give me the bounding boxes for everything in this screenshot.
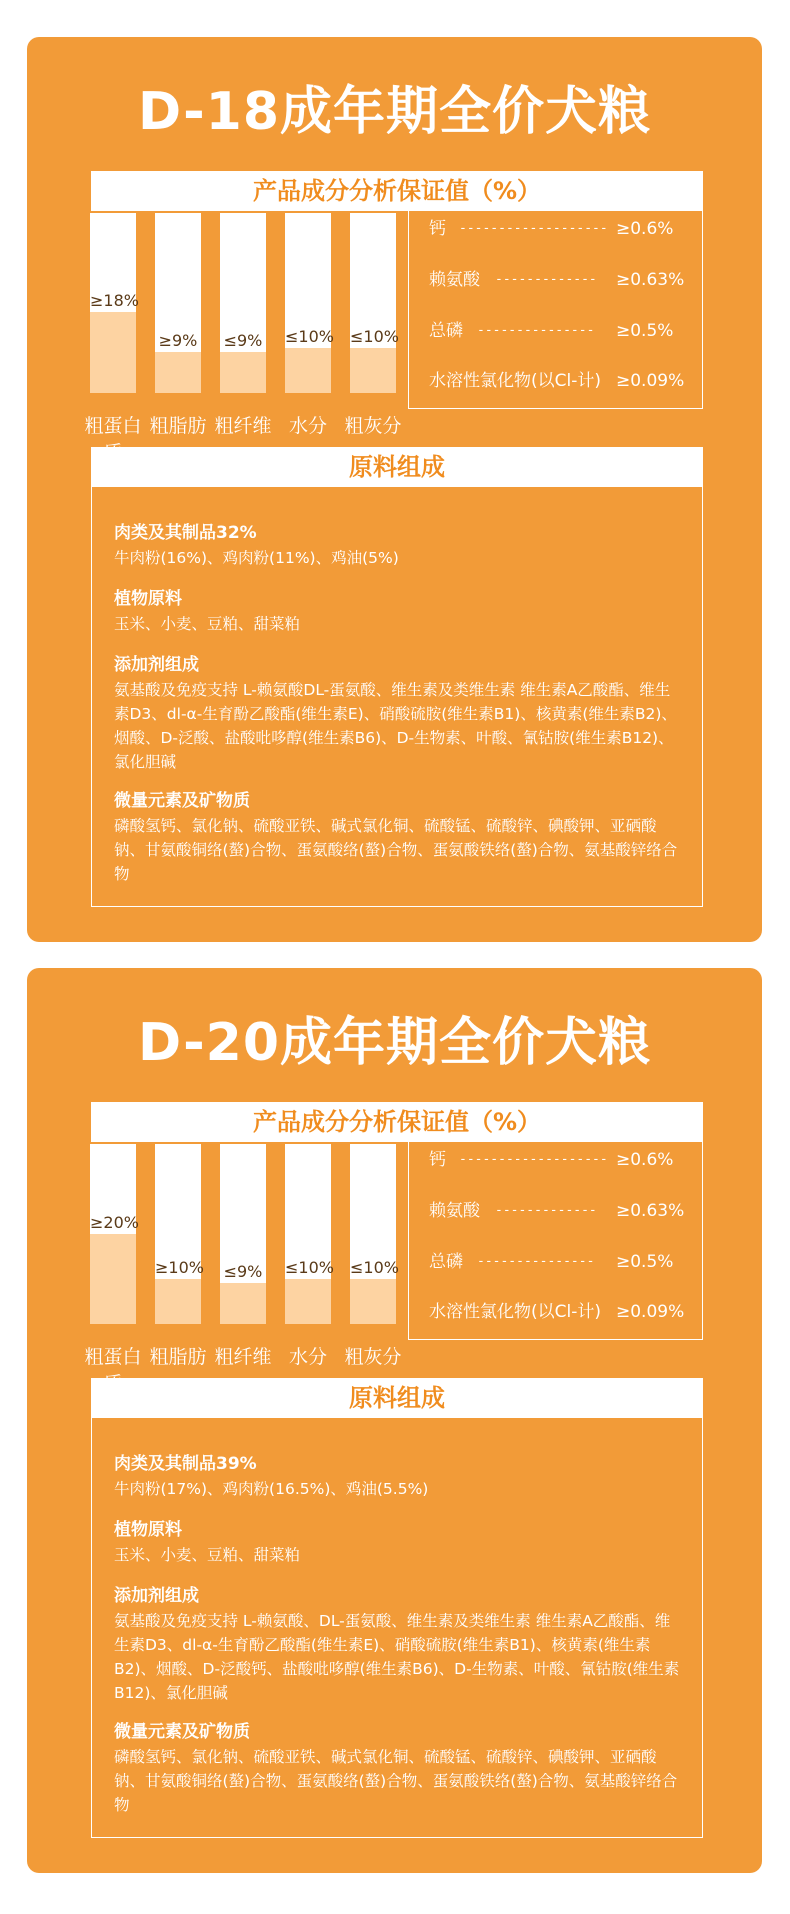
- bar-category-label: 粗脂肪: [149, 415, 207, 437]
- bar-fill: [90, 312, 136, 393]
- bar-crude-protein: [90, 1144, 139, 1324]
- guarantee-value: ≥0.5%: [616, 321, 674, 341]
- bar-crude-fiber: [220, 213, 266, 393]
- bar-value-label: ≥10%: [155, 1258, 204, 1277]
- bar-value-label: ≤9%: [223, 1262, 263, 1281]
- bar-value-label: ≤9%: [223, 331, 263, 350]
- guarantee-box: [408, 203, 703, 409]
- section-title: 植物原料: [114, 1520, 182, 1540]
- bar-fill: [220, 352, 266, 393]
- bar-fill: [285, 348, 331, 393]
- analysis-header: 产品成分分析保证值（%）: [91, 1102, 703, 1142]
- section-title: 肉类及其制品32%: [114, 523, 257, 543]
- guarantee-value: ≥0.63%: [616, 1201, 685, 1221]
- bar-category-label: 粗脂肪: [149, 1346, 207, 1368]
- guarantee-value: ≥0.63%: [616, 270, 685, 290]
- section-text: 玉米、小麦、豆粕、甜菜粕: [114, 1546, 301, 1564]
- guarantee-name: 总磷: [429, 1252, 463, 1272]
- guarantee-name: 总磷: [429, 321, 463, 341]
- guarantee-dashes: -------------------: [459, 1152, 608, 1167]
- guarantee-name: 赖氨酸: [429, 270, 480, 290]
- bar-category-label: 粗纤维: [214, 415, 272, 437]
- bar-category-label: 水分: [288, 415, 327, 437]
- raw-material-header: 原料组成: [91, 1378, 703, 1418]
- guarantee-row: [429, 1299, 702, 1325]
- bar-value-label: ≥18%: [90, 291, 139, 310]
- bar-fill: [155, 352, 201, 393]
- bar-category-label: 粗蛋白: [84, 415, 142, 437]
- guarantee-name: 钙: [429, 1150, 446, 1170]
- guarantee-row: [429, 1198, 702, 1224]
- bar-category-label: 水分: [288, 1346, 327, 1368]
- section-title: 微量元素及矿物质: [114, 1722, 250, 1742]
- bar-value-label: ≤10%: [350, 327, 399, 346]
- bar-fill: [220, 1283, 266, 1324]
- bar-category-label: 粗蛋白: [84, 1346, 142, 1368]
- guarantee-name: 钙: [429, 219, 446, 239]
- raw-material-box: [91, 1378, 703, 1838]
- guarantee-name: 水溶性氯化物(以Cl-计): [429, 1302, 601, 1322]
- bar-value-label: ≥9%: [158, 331, 198, 350]
- bar-fill: [350, 348, 396, 393]
- product-title: D-20成年期全价犬粮: [137, 1013, 652, 1073]
- section-text: 玉米、小麦、豆粕、甜菜粕: [114, 615, 301, 633]
- guarantee-row: [429, 368, 702, 394]
- guarantee-row: [429, 318, 702, 344]
- bar-fill: [285, 1279, 331, 1324]
- guarantee-dashes: -------------: [495, 1203, 597, 1218]
- guarantee-value: ≥0.09%: [616, 371, 685, 391]
- guarantee-name: 水溶性氯化物(以Cl-计): [429, 371, 601, 391]
- bar-category-label: 粗纤维: [214, 1346, 272, 1368]
- guarantee-box: [408, 1134, 703, 1340]
- bar-crude-ash: [350, 1144, 399, 1324]
- guarantee-value: ≥0.09%: [616, 1302, 685, 1322]
- section-text: 磷酸氢钙、氯化钠、硫酸亚铁、碱式氯化铜、硫酸锰、硫酸锌、碘酸钾、亚硒酸钠、甘氨酸铜络(螯)合物、蛋氨酸络(螯)合物、蛋氨酸铁络(螯)合物、氨基酸锌络合物: [114, 817, 678, 883]
- guarantee-dashes: ---------------: [477, 323, 595, 338]
- section-text: 磷酸氢钙、氯化钠、硫酸亚铁、碱式氯化铜、硫酸锰、硫酸锌、碘酸钾、亚硒酸钠、甘氨酸铜络(螯)合物、蛋氨酸络(螯)合物、蛋氨酸铁络(螯)合物、氨基酸锌络合物: [114, 1748, 678, 1814]
- bar-crude-fiber: [220, 1144, 266, 1324]
- nutrient-bar-chart: [62, 1134, 402, 1368]
- bar-moisture: [285, 1144, 334, 1324]
- bar-value-label: ≥20%: [90, 1213, 139, 1232]
- section-text: 牛肉粉(16%)、鸡肉粉(11%)、鸡油(5%): [114, 549, 399, 567]
- section-title: 植物原料: [114, 589, 182, 609]
- section-title: 微量元素及矿物质: [114, 791, 250, 811]
- bar-moisture: [285, 213, 334, 393]
- product-title: D-18成年期全价犬粮: [137, 82, 652, 142]
- bar-value-label: ≤10%: [285, 327, 334, 346]
- section-title: 肉类及其制品39%: [114, 1454, 257, 1474]
- guarantee-dashes: ---------------: [477, 1254, 595, 1269]
- nutrient-bar-chart: [62, 203, 402, 437]
- product-card-d18: [27, 37, 762, 942]
- guarantee-row: [429, 1249, 702, 1275]
- guarantee-value: ≥0.5%: [616, 1252, 674, 1272]
- section-title: 添加剂组成: [114, 1586, 199, 1606]
- guarantee-dashes: -------------: [495, 272, 597, 287]
- section-text: 氨基酸及免疫支持 L-赖氨酸、DL-蛋氨酸、维生素及类维生素 维生素A乙酸酯、维生素D3、dl-α-生育酚乙酸酯(维生素E)、硝酸硫胺(维生素B1)、核黄素(维生素B2)、烟酸、D-泛酸钙、盐酸吡哆醇(维生素B6)、D-生物素、叶酸、氰钴胺(维生素B12)、氯化胆碱: [114, 1612, 680, 1702]
- section-title: 添加剂组成: [114, 655, 199, 675]
- bar-value-label: ≤10%: [285, 1258, 334, 1277]
- bar-crude-fat: [155, 213, 201, 393]
- bar-category-label: 粗灰分: [344, 415, 402, 437]
- guarantee-value: ≥0.6%: [616, 219, 674, 239]
- guarantee-value: ≥0.6%: [616, 1150, 674, 1170]
- guarantee-row: [429, 1147, 702, 1173]
- bar-category-label: 粗灰分: [344, 1346, 402, 1368]
- bar-crude-ash: [350, 213, 399, 393]
- guarantee-row: [429, 216, 702, 242]
- bar-fill: [155, 1279, 201, 1324]
- raw-material-box: [91, 447, 703, 907]
- bar-value-label: ≤10%: [350, 1258, 399, 1277]
- section-text: 氨基酸及免疫支持 L-赖氨酸DL-蛋氨酸、维生素及类维生素 维生素A乙酸酯、维生素D3、dl-α-生育酚乙酸酯(维生素E)、硝酸硫胺(维生素B1)、核黄素(维生素B2)、烟酸、D-泛酸、盐酸吡哆醇(维生素B6)、D-生物素、叶酸、氰钴胺(维生素B12)、氯化胆碱: [114, 681, 677, 771]
- guarantee-row: [429, 267, 702, 293]
- bar-crude-protein: [90, 213, 139, 393]
- section-text: 牛肉粉(17%)、鸡肉粉(16.5%)、鸡油(5.5%): [114, 1480, 429, 1498]
- raw-material-header: 原料组成: [91, 447, 703, 487]
- guarantee-dashes: -------------------: [459, 221, 608, 236]
- bar-fill: [90, 1234, 136, 1324]
- analysis-header: 产品成分分析保证值（%）: [91, 171, 703, 211]
- guarantee-name: 赖氨酸: [429, 1201, 480, 1221]
- bar-fill: [350, 1279, 396, 1324]
- product-card-d20: [27, 968, 762, 1873]
- bar-crude-fat: [155, 1144, 204, 1324]
